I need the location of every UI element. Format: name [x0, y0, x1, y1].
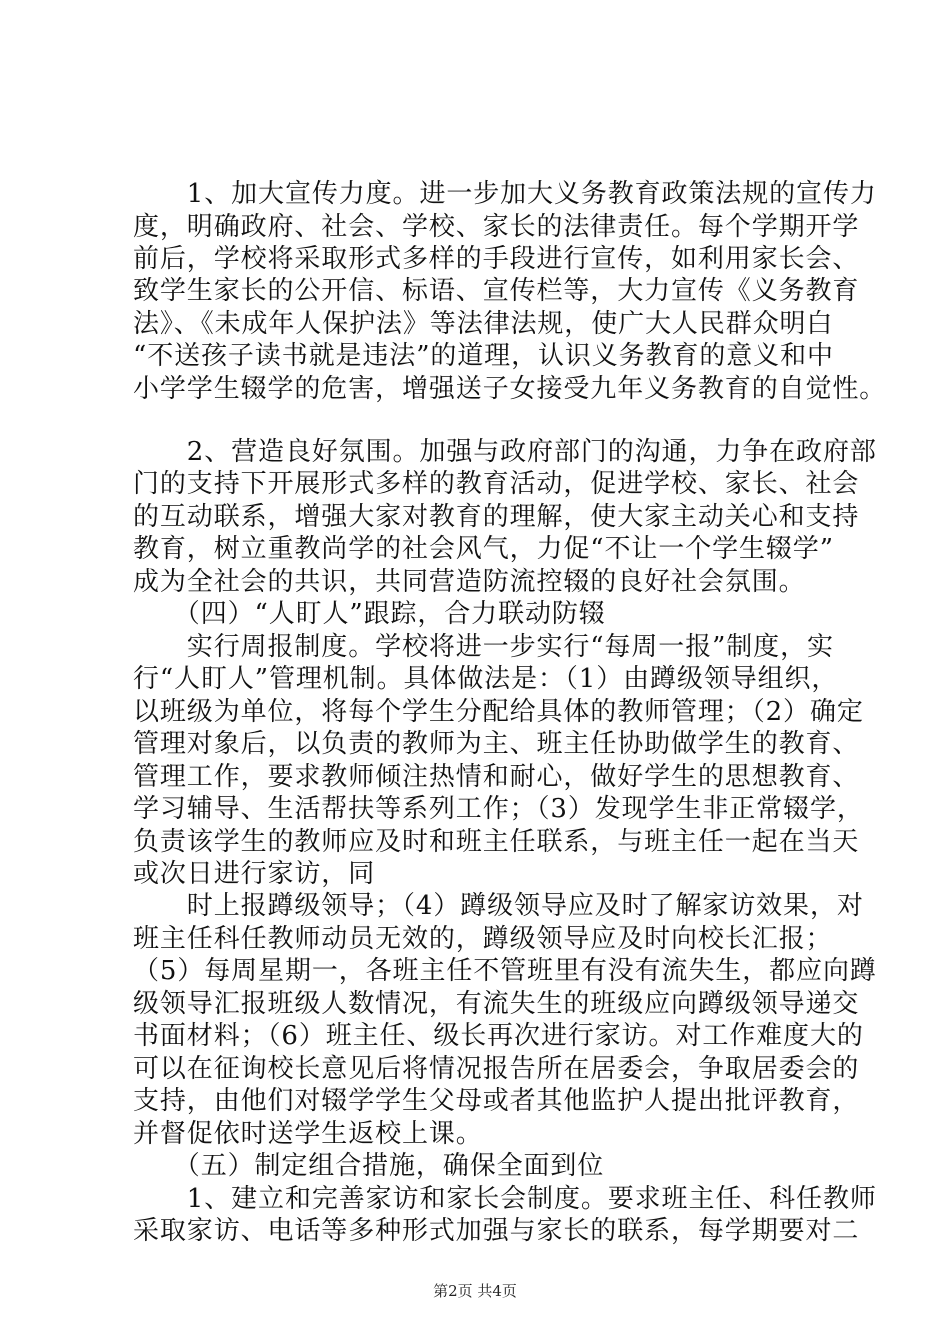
- body-text-line: 致学生家长的公开信、标语、宣传栏等，大力宣传《义务教育: [133, 276, 860, 307]
- body-text-line: 采取家访、电话等多种形式加强与家长的联系，每学期要对二: [133, 1216, 860, 1247]
- body-text-line: 成为全社会的共识，共同营造防流控辍的良好社会氛围。: [133, 566, 806, 597]
- body-text-line: 2、营造良好氛围。加强与政府部门的沟通，力争在政府部: [133, 436, 877, 467]
- body-text-line: 学习辅导、生活帮扶等系列工作；（3）发现学生非正常辍学，: [133, 794, 864, 824]
- body-text-line: 以班级为单位，将每个学生分配给具体的教师管理；（2）确定: [133, 696, 864, 727]
- body-text-line: 前后，学校将采取形式多样的手段进行宣传，如利用家长会、: [133, 243, 860, 274]
- section-heading: （四）“人盯人”跟踪，合力联动防辍: [133, 599, 606, 630]
- body-text-line: 1、建立和完善家访和家长会制度。要求班主任、科任教师: [133, 1183, 877, 1214]
- body-text-line: 班主任科任教师动员无效的，蹲级领导应及时向校长汇报；: [133, 923, 833, 954]
- body-text-line: 管理对象后，以负责的教师为主、班主任协助做学生的教育、: [133, 729, 860, 760]
- body-text-line: 负责该学生的教师应及时和班主任联系，与班主任一起在当天: [133, 826, 860, 857]
- body-text-line: “不送孩子读书就是违法”的道理，认识义务教育的意义和中: [133, 341, 834, 372]
- body-text-line: 教育，树立重教尚学的社会风气，力促“不让一个学生辍学”: [133, 534, 834, 565]
- body-text-line: 小学学生辍学的危害，增强送子女接受九年义务教育的自觉性。: [133, 373, 887, 404]
- body-text-line: 的互动联系，增强大家对教育的理解，使大家主动关心和支持: [133, 501, 860, 532]
- body-text-line: 行“人盯人”管理机制。具体做法是：（1）由蹲级领导组织，: [133, 664, 839, 695]
- body-text-line: 1、加大宣传力度。进一步加大义务教育政策法规的宣传力: [133, 179, 877, 209]
- body-text-line: 可以在征询校长意见后将情况报告所在居委会，争取居委会的: [133, 1053, 860, 1084]
- page-footer: 第2页 共4页: [433, 1282, 517, 1300]
- body-text-line: 或次日进行家访，同: [133, 859, 376, 889]
- body-text-line: 法》、《未成年人保护法》等法律法规，使广大人民群众明白: [133, 308, 834, 339]
- body-text-line: 门的支持下开展形式多样的教育活动，促进学校、家长、社会: [133, 469, 860, 500]
- body-text-line: 管理工作，要求教师倾注热情和耐心，做好学生的思想教育、: [133, 761, 860, 792]
- section-heading: （五）制定组合措施，确保全面到位: [133, 1151, 605, 1182]
- body-text-line: 级领导汇报班级人数情况，有流失生的班级应向蹲级领导递交: [133, 988, 860, 1019]
- body-text-line: 度，明确政府、社会、学校、家长的法律责任。每个学期开学: [133, 211, 860, 242]
- body-text-line: 实行周报制度。学校将进一步实行“每周一报”制度，实: [133, 631, 834, 662]
- body-text-line: 书面材料；（6）班主任、级长再次进行家访。对工作难度大的: [133, 1021, 864, 1052]
- body-text-line: 时上报蹲级领导；（4）蹲级领导应及时了解家访效果，对: [133, 891, 864, 922]
- body-text-line: 支持，由他们对辍学学生父母或者其他监护人提出批评教育，: [133, 1086, 860, 1117]
- body-text-line: 并督促依时送学生返校上课。: [133, 1118, 483, 1149]
- body-text-line: （5）每周星期一，各班主任不管班里有没有流失生，都应向蹲: [133, 956, 877, 987]
